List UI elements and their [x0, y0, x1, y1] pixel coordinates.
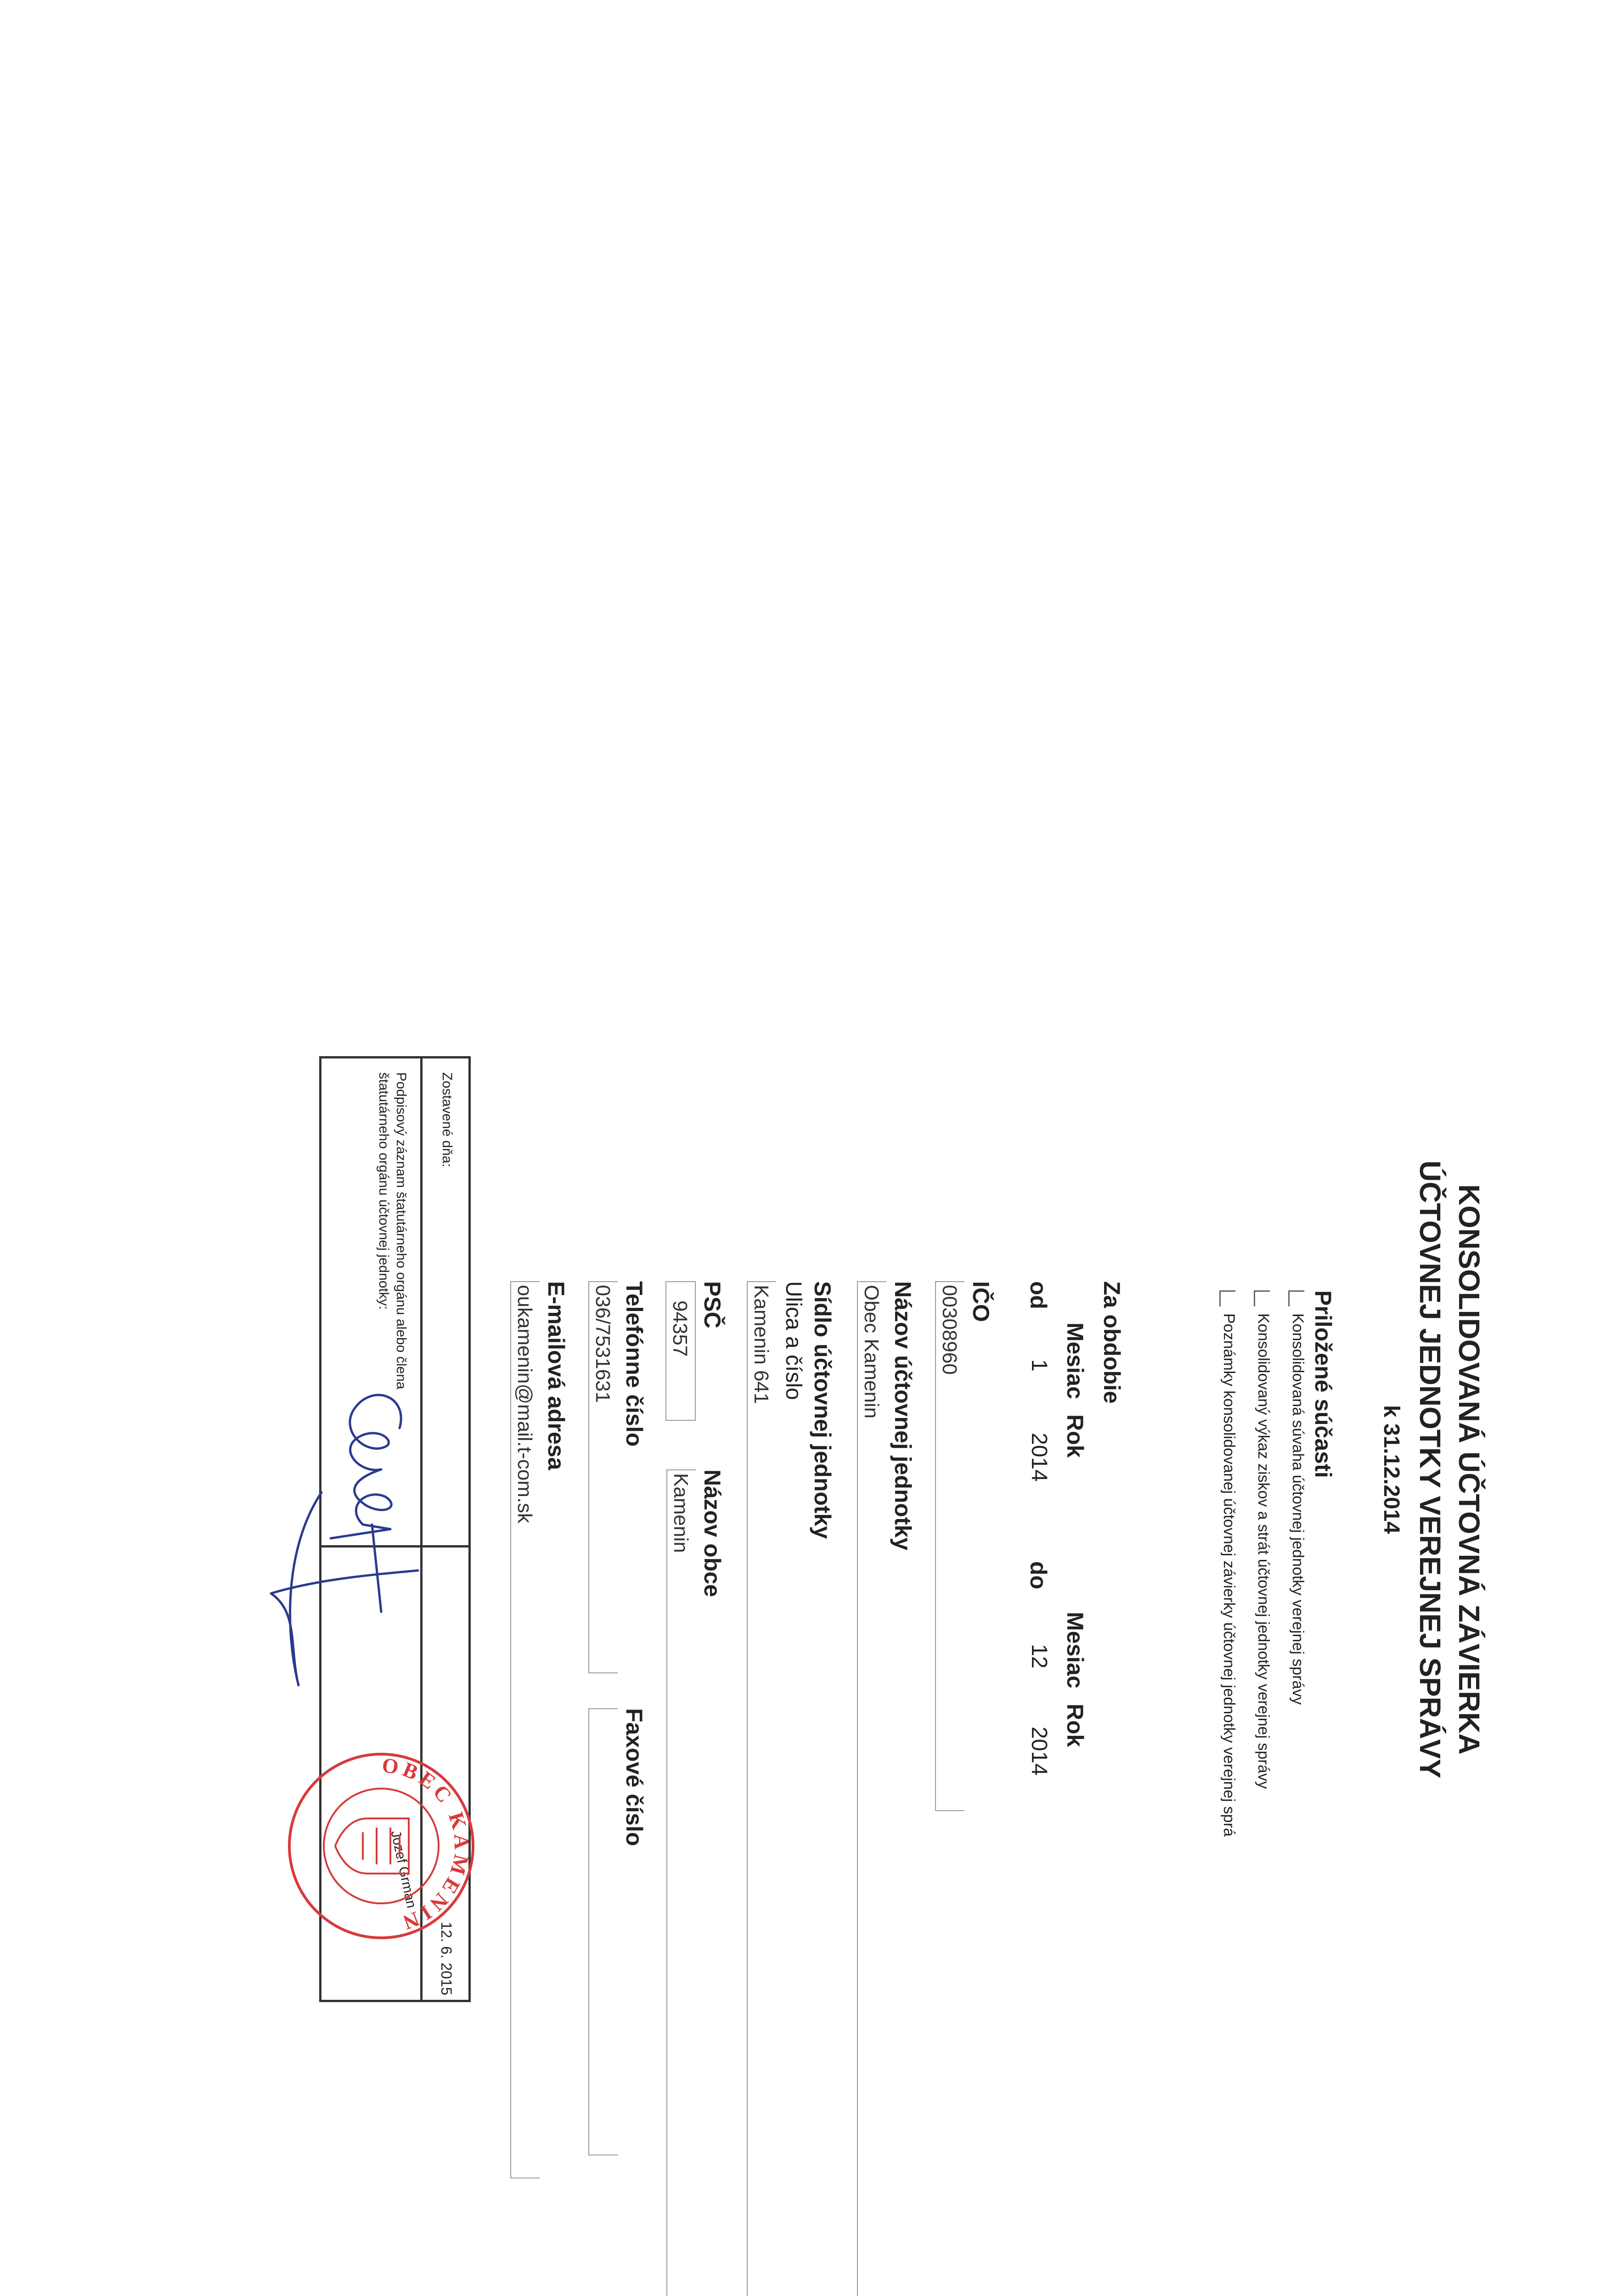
from-year-header: Rok	[1062, 1414, 1088, 1458]
entity-name-value: Obec Kamenin	[860, 1285, 883, 1419]
address-label: Sídlo účtovnej jednotky	[810, 1281, 835, 1539]
attachment-item-3: Poznámky konsolidovanej účtovnej závierky účtovnej jednotky verejnej sprá	[1220, 1313, 1238, 1837]
to-label: do	[1026, 1561, 1051, 1590]
town-value: Kamenin	[670, 1473, 692, 1553]
street-value: Kamenin 641	[750, 1285, 772, 1404]
attachments-heading: Priložené súčasti	[1310, 1290, 1336, 1478]
checkbox-balance-sheet[interactable]	[1288, 1290, 1304, 1306]
town-field[interactable]	[666, 1469, 696, 2296]
stamp-text: OBEC KAMENIN	[380, 1753, 474, 1936]
street-label: Ulica a číslo	[781, 1281, 806, 1400]
ico-label: IČO	[968, 1281, 994, 1322]
entity-name-label: Názov účtovnej jednotky	[890, 1281, 916, 1551]
attachment-item-2: Konsolidovaný výkaz ziskov a strát účtovnej jednotky verejnej správy	[1255, 1313, 1272, 1789]
checkbox-notes[interactable]	[1219, 1290, 1235, 1306]
attachment-item-1: Konsolidovaná súvaha účtovnej jednotky verejnej správy	[1289, 1313, 1307, 1705]
title-line-2: ÚČTOVNEJ JEDNOTKY VEREJNEJ SPRÁVY	[1414, 1160, 1447, 1778]
compiled-label: Zostavené dňa:	[440, 1072, 455, 1167]
ico-value: 00308960	[938, 1285, 961, 1375]
phone-label: Telefónne číslo	[621, 1281, 647, 1447]
email-field[interactable]	[510, 1281, 540, 2178]
from-year-value: 2014	[1027, 1433, 1051, 1482]
phone-value: 036/7531631	[592, 1285, 614, 1403]
entity-name-field[interactable]	[857, 1281, 886, 2296]
email-label: E-mailová adresa	[543, 1281, 569, 1470]
to-year-header: Rok	[1062, 1704, 1088, 1747]
psc-value: 94357	[669, 1300, 691, 1357]
compiled-date: 12. 6. 2015	[438, 1922, 455, 1996]
handwritten-signature	[262, 1355, 436, 1768]
checkbox-profit-loss[interactable]	[1254, 1290, 1270, 1306]
to-month-value: 12	[1027, 1644, 1051, 1669]
svg-text:OBEC KAMENIN	[381, 1753, 474, 1936]
phone-field[interactable]	[588, 1281, 618, 1673]
from-month-value: 1	[1027, 1359, 1051, 1372]
psc-label: PSČ	[699, 1281, 725, 1328]
title-date: k 31.12.2014	[1379, 1405, 1403, 1534]
signature-label-1: Podpisový záznam štatutárneho orgánu alebo člena	[394, 1072, 409, 1390]
to-month-header: Mesiac	[1062, 1612, 1088, 1688]
from-label: od	[1026, 1281, 1051, 1310]
fax-label: Faxové číslo	[621, 1708, 647, 1846]
email-value: oukamenin@mail.t-com.sk	[513, 1285, 536, 1524]
stamp-emblem	[335, 1818, 409, 1874]
town-label: Názov obce	[699, 1469, 725, 1597]
from-month-header: Mesiac	[1062, 1322, 1088, 1399]
signature-label-2: štatutárneho orgánu účtovnej jednotky:	[376, 1072, 391, 1310]
to-year-value: 2014	[1027, 1727, 1051, 1776]
fax-field[interactable]	[588, 1708, 618, 2155]
title-line-1: KONSOLIDOVANÁ ÚČTOVNÁ ZÁVIERKA	[1453, 1184, 1486, 1755]
official-stamp	[285, 1750, 478, 1942]
psc-field[interactable]	[665, 1281, 696, 1421]
period-heading: Za obdobie	[1099, 1281, 1125, 1404]
ico-field[interactable]	[935, 1281, 964, 1811]
street-field[interactable]	[747, 1281, 776, 2296]
signer-name: Jozef Grman	[388, 1829, 419, 1910]
